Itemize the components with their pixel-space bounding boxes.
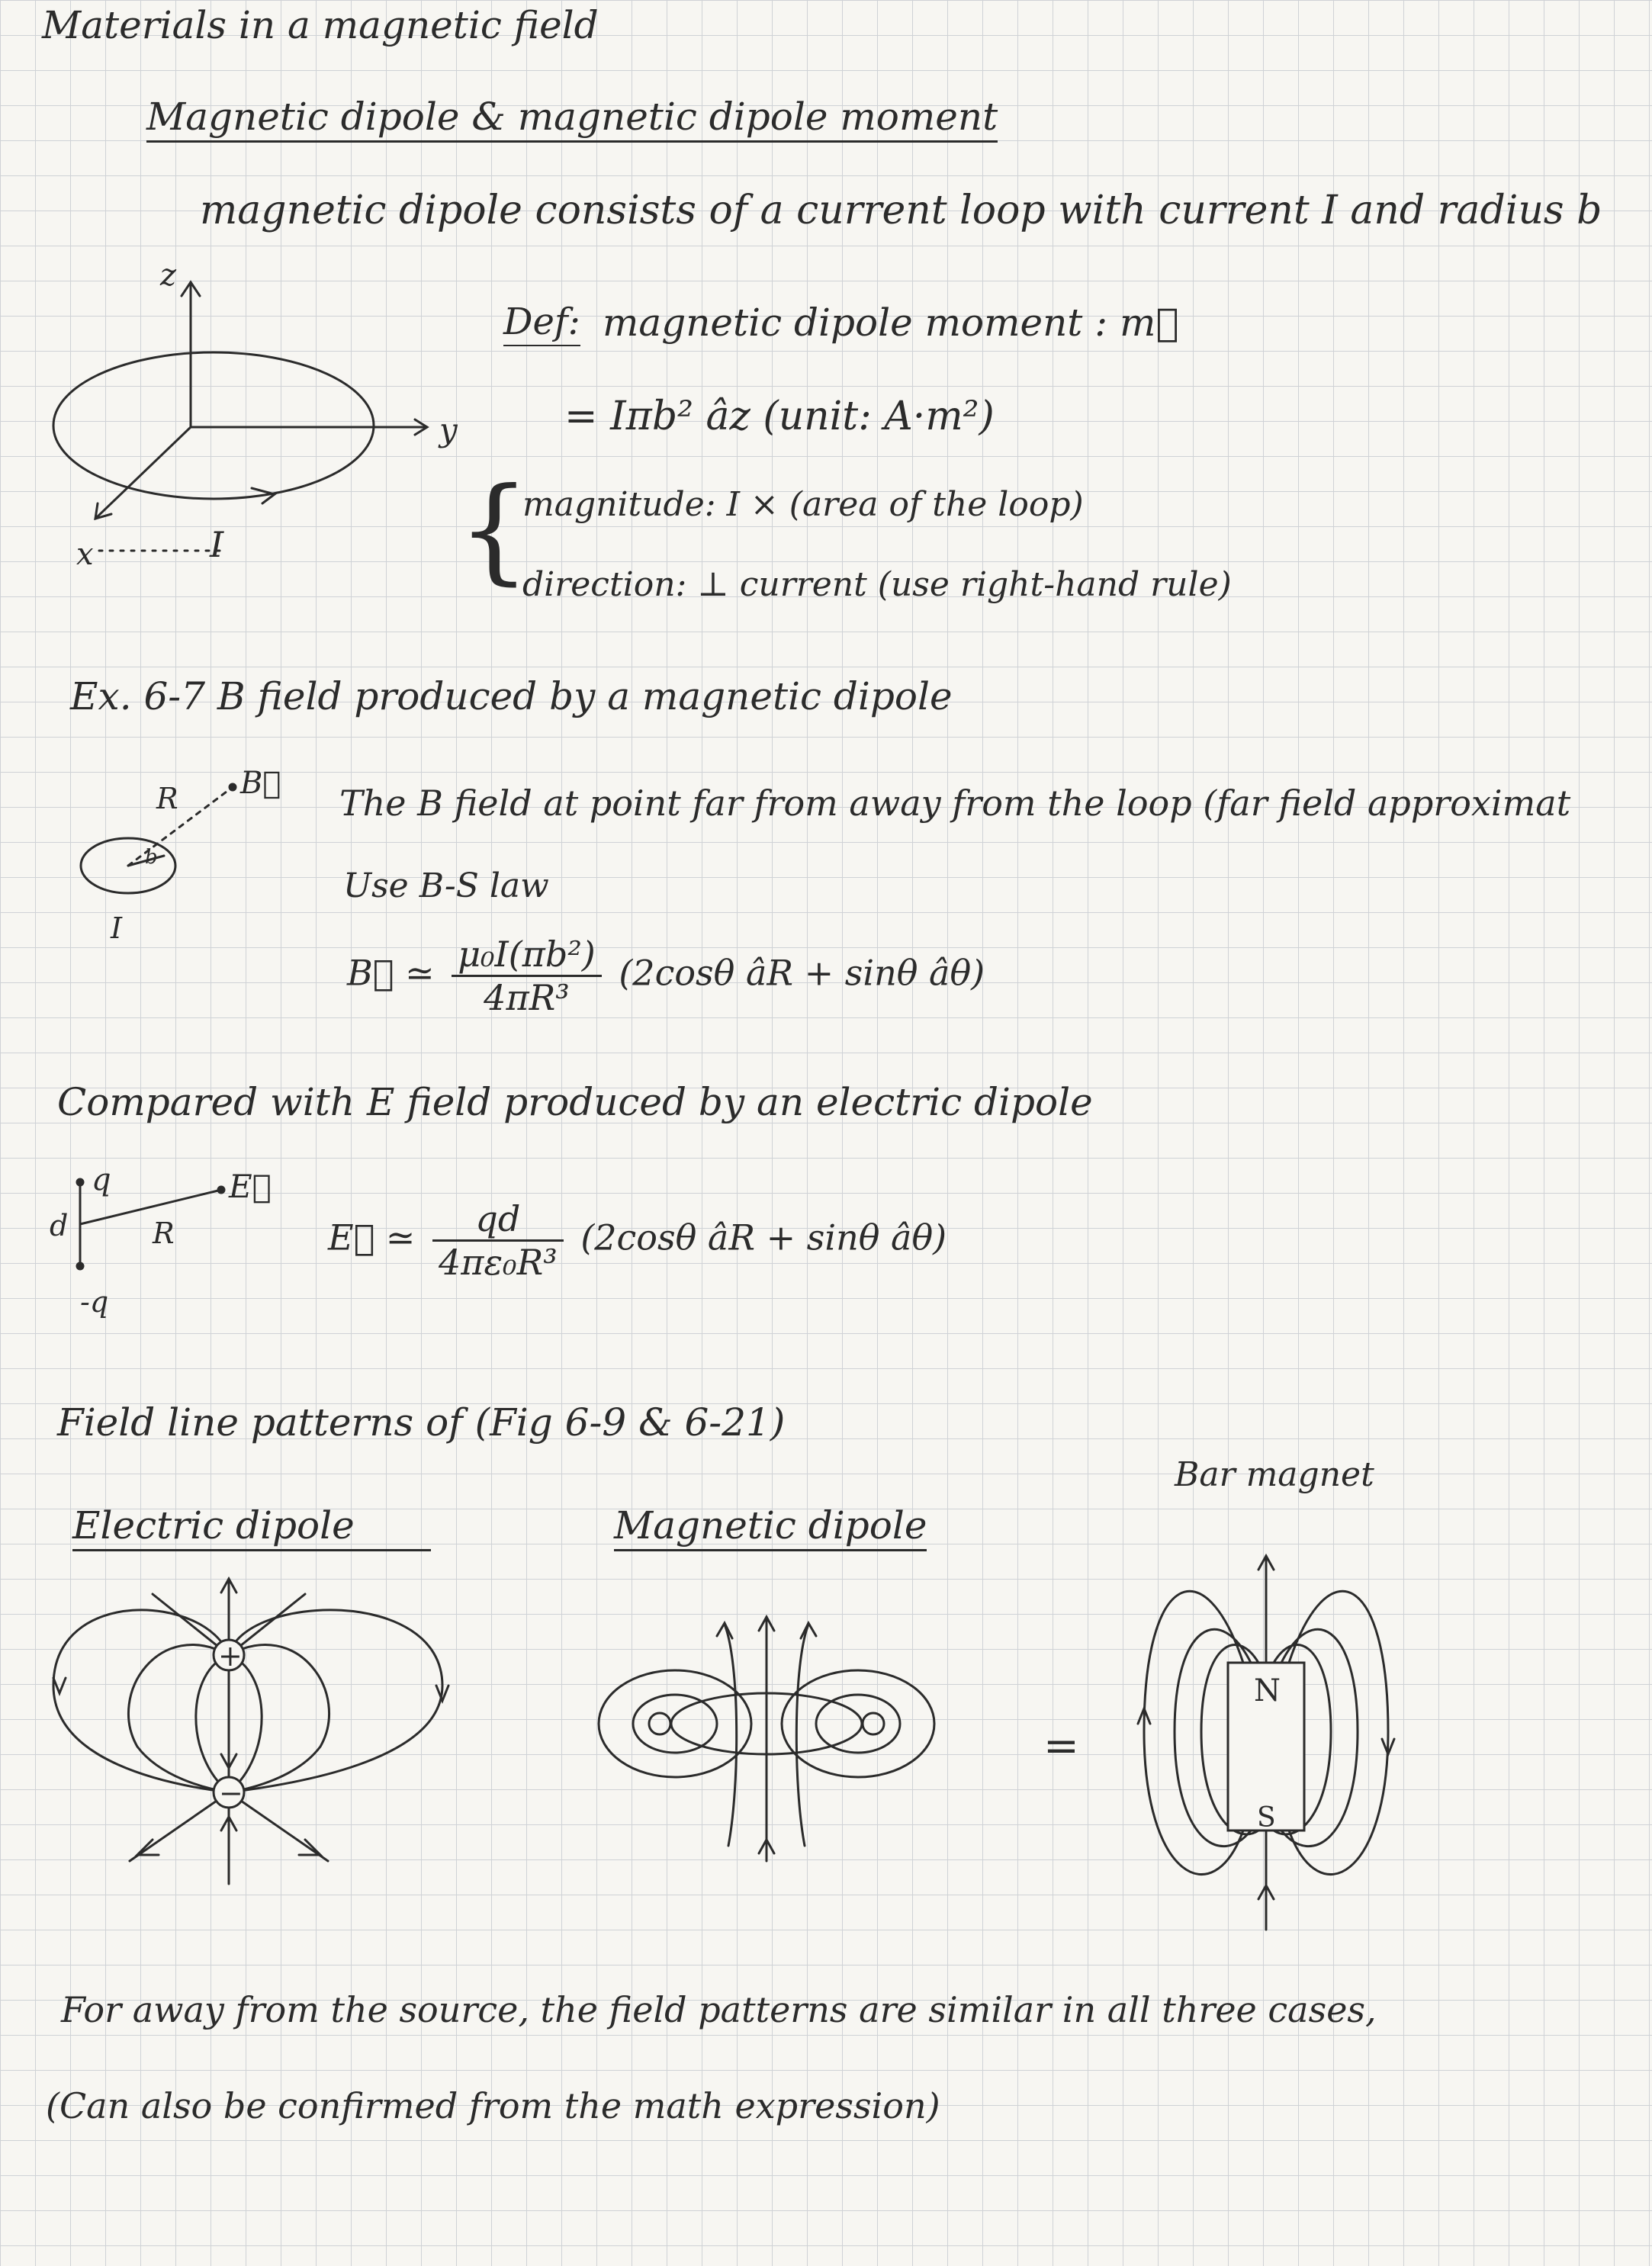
label-B: B⃗ (240, 766, 281, 801)
magnitude-text: magnitude: I × (area of the loop) (522, 485, 1084, 524)
south-pole: S (1257, 1802, 1276, 1834)
current-loop (53, 352, 374, 499)
label-I: I (111, 911, 123, 945)
def-equation: = Iπb² âz (unit: A·m²) (564, 394, 995, 439)
e-eq-lhs: E⃗ ≃ (328, 1217, 416, 1258)
section-heading-magnetic-dipole: Magnetic dipole & magnetic dipole moment (146, 98, 998, 143)
charge-bottom (77, 1263, 83, 1269)
label-q: q (92, 1162, 111, 1197)
compare-heading: Compared with E field produced by an electric dipole (57, 1080, 1093, 1124)
e-eq-rhs: (2cosθ âR + sinθ âθ) (580, 1217, 947, 1258)
wire-left (649, 1713, 670, 1734)
bar-magnet-field-figure (1129, 1541, 1403, 1937)
electric-dipole-small-figure (38, 1159, 282, 1327)
label-minus-q: -q (80, 1285, 109, 1319)
label-y: y (439, 411, 458, 448)
label-E: E⃗ (229, 1168, 272, 1205)
brace: { (458, 464, 531, 596)
b-field-equation (347, 934, 985, 1018)
label-b: b (145, 846, 158, 869)
equals-sign: = (1043, 1721, 1079, 1771)
negative-sign: − (219, 1776, 243, 1810)
label-R: R (156, 782, 178, 815)
e-field-equation (328, 1198, 947, 1283)
b-eq-fraction (452, 934, 602, 1018)
e-eq-denominator: 4πε₀R³ (438, 1242, 558, 1283)
field-point (230, 784, 236, 790)
positive-sign: + (218, 1639, 243, 1673)
page-title: Materials in a magnetic field (42, 3, 599, 47)
charge-top (77, 1179, 83, 1185)
magnetic-dipole-field-figure (564, 1617, 961, 1876)
example-heading: Ex. 6-7 B field produced by a magnetic dipole (70, 674, 953, 718)
example-line1: The B field at point far from away from the loop (far field approximat (339, 783, 1571, 824)
label-R-E: R (153, 1217, 175, 1250)
electric-dipole-label: Electric dipole (72, 1506, 431, 1551)
far-field-loop-figure (69, 766, 297, 961)
b-eq-lhs: B⃗ ≃ (347, 952, 435, 994)
field-point-E (218, 1187, 224, 1193)
conclusion-line1: For away from the source, the field patterns are similar in all three cases, (61, 1989, 1377, 2030)
b-eq-numerator: μ₀I(πb²) (452, 937, 602, 977)
current-loop-figure (46, 252, 473, 587)
field-lines-heading: Field line patterns of (Fig 6-9 & 6-21) (57, 1400, 786, 1445)
intro-text: magnetic dipole consists of a current loop with current I and radius b (200, 188, 1602, 233)
distance-line (128, 787, 233, 866)
b-eq-denominator: 4πR³ (484, 977, 570, 1018)
label-d: d (50, 1209, 69, 1242)
x-axis (95, 427, 191, 519)
direction-text: direction: ⊥ current (use right-hand rule) (522, 565, 1232, 604)
electric-dipole-field-figure (38, 1571, 465, 1892)
magnetic-dipole-label: Magnetic dipole (614, 1506, 927, 1551)
label-current-I: I (210, 524, 224, 565)
north-pole: N (1254, 1673, 1281, 1708)
magnetic-field-lines (599, 1617, 934, 1861)
conclusion-line2: (Can also be confirmed from the math expression) (46, 2085, 940, 2126)
label-z: z (160, 258, 177, 293)
wire-right (863, 1713, 884, 1734)
label-x: x (76, 537, 94, 572)
electric-field-lines (53, 1579, 442, 1884)
bar-magnet-label: Bar magnet (1175, 1455, 1374, 1494)
b-eq-rhs: (2cosθ âR + sinθ âθ) (619, 952, 985, 994)
e-eq-numerator: qd (432, 1201, 564, 1242)
def-text: magnetic dipole moment : m⃗ (603, 301, 1179, 345)
e-eq-fraction (432, 1198, 564, 1283)
def-label: Def: (503, 304, 580, 346)
example-line2: Use B-S law (343, 866, 549, 905)
